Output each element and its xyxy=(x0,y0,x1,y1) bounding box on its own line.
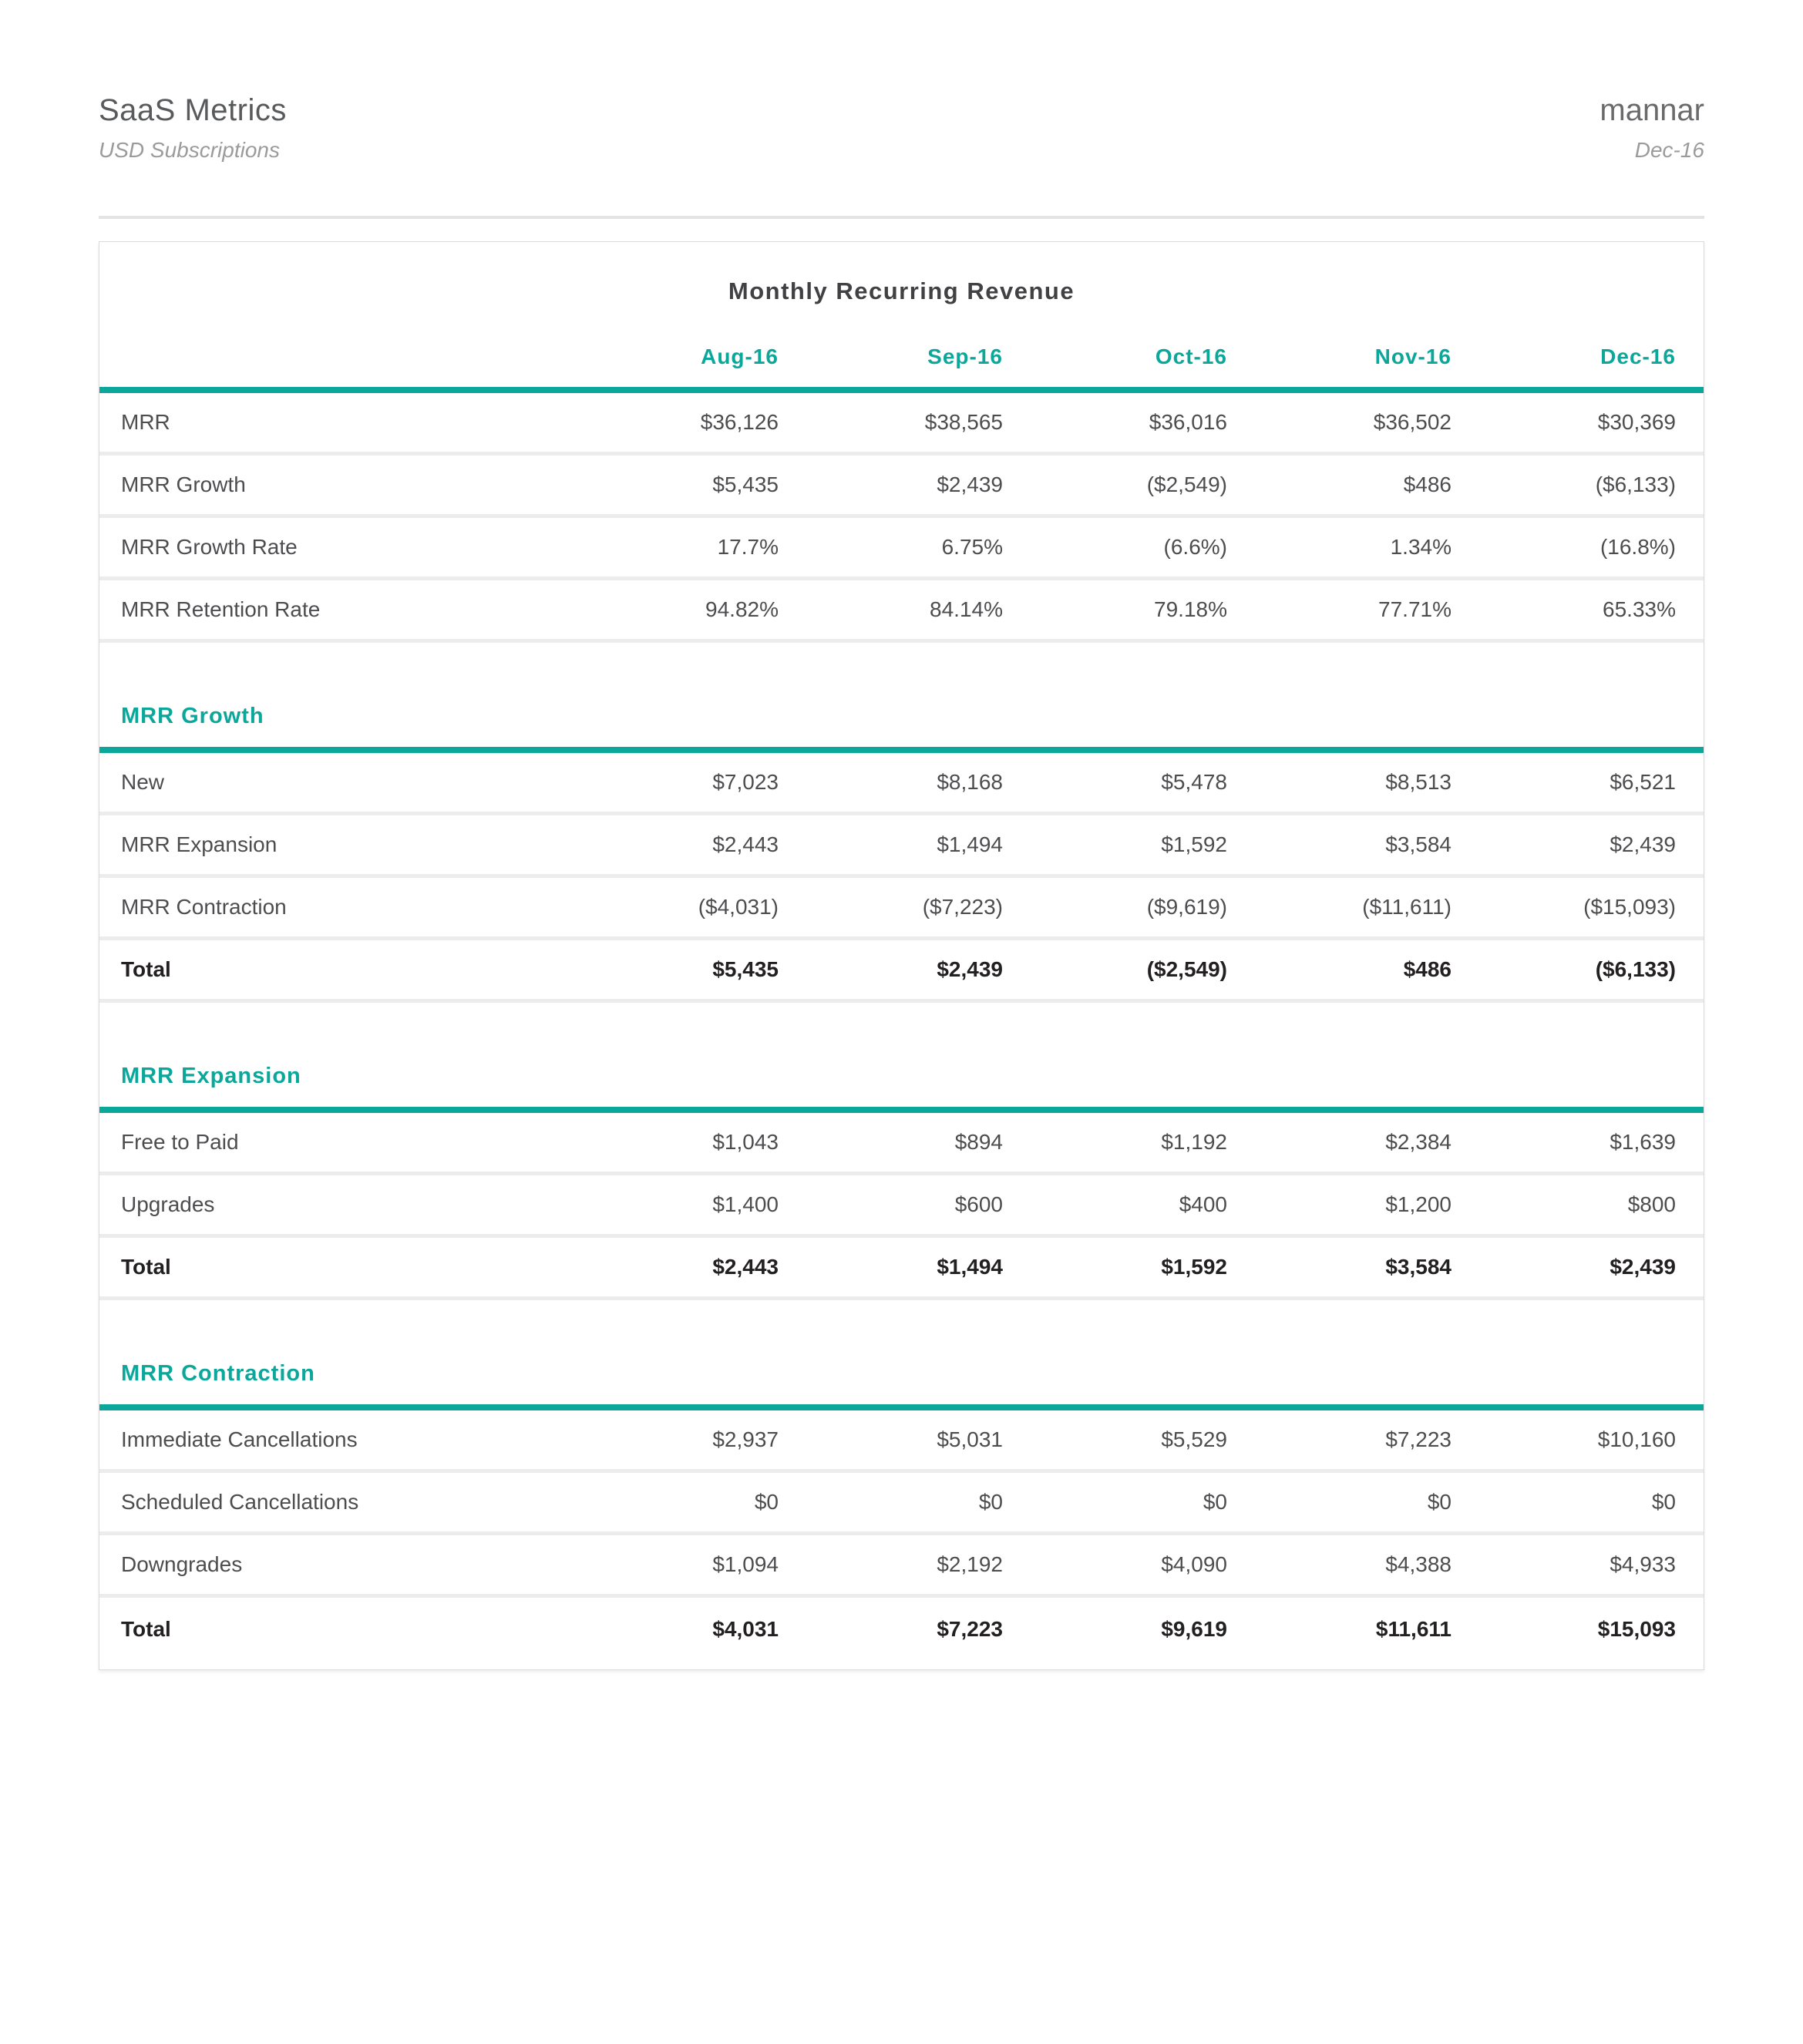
row-label: MRR Growth xyxy=(121,472,246,496)
cell-value: $2,443 xyxy=(712,1255,779,1279)
cell-value: (16.8%) xyxy=(1599,535,1676,559)
row-label: New xyxy=(121,770,165,794)
row-label: MRR xyxy=(121,410,170,434)
cell-value: 77.71% xyxy=(1378,597,1451,621)
page-header-right xyxy=(1599,94,1704,162)
accent-rule xyxy=(99,747,1704,753)
cell-value: ($11,611) xyxy=(1362,895,1451,919)
accent-rule xyxy=(99,1107,1704,1113)
cell-value: ($9,619) xyxy=(1146,895,1227,919)
cell-value: $4,933 xyxy=(1610,1552,1676,1576)
cell-value: $1,592 xyxy=(1161,1255,1227,1279)
cell-value: $30,369 xyxy=(1597,410,1676,434)
cell-value: $1,494 xyxy=(937,1255,1003,1279)
table-section xyxy=(99,1063,1704,1300)
cell-value: $1,639 xyxy=(1610,1130,1676,1154)
page-subtitle: USD Subscriptions xyxy=(99,138,280,162)
page-header-left xyxy=(99,94,287,162)
table-row xyxy=(99,1113,1704,1175)
cell-value: $5,435 xyxy=(712,472,779,496)
mrr-report-card xyxy=(99,241,1704,1670)
table-section xyxy=(99,703,1704,1003)
total-row xyxy=(99,1598,1704,1660)
cell-value: $2,439 xyxy=(937,472,1003,496)
cell-value: $600 xyxy=(954,1192,1003,1216)
cell-value: ($2,549) xyxy=(1146,957,1227,981)
cell-value: $36,126 xyxy=(700,410,779,434)
cell-value: $8,513 xyxy=(1385,770,1451,794)
cell-value: 6.75% xyxy=(941,535,1003,559)
row-label: Immediate Cancellations xyxy=(121,1427,358,1451)
cell-value: $7,023 xyxy=(712,770,779,794)
table-row xyxy=(99,878,1704,940)
cell-value: $3,584 xyxy=(1385,1255,1451,1279)
cell-value: $5,435 xyxy=(712,957,779,981)
cell-value: $4,031 xyxy=(712,1616,779,1641)
row-label: Upgrades xyxy=(121,1192,215,1216)
table-row xyxy=(99,1410,1704,1473)
table-row xyxy=(99,518,1704,580)
cell-value: 84.14% xyxy=(930,597,1003,621)
cell-value: $1,200 xyxy=(1385,1192,1451,1216)
cell-value: $2,439 xyxy=(1610,1255,1676,1279)
cell-value: $1,494 xyxy=(937,832,1003,856)
section-title: MRR Expansion xyxy=(121,1064,301,1088)
cell-value: $2,443 xyxy=(712,832,779,856)
cell-value: ($6,133) xyxy=(1595,472,1676,496)
brand-name: mannar xyxy=(1599,93,1704,127)
row-label: MRR Expansion xyxy=(121,832,278,856)
cell-value: $5,478 xyxy=(1161,770,1227,794)
table-row xyxy=(99,580,1704,643)
cell-value: $9,619 xyxy=(1161,1616,1227,1641)
table-row xyxy=(99,1473,1704,1535)
row-label: Scheduled Cancellations xyxy=(121,1490,359,1514)
month-header-aug: Aug-16 xyxy=(701,345,779,368)
cell-value: ($2,549) xyxy=(1146,472,1227,496)
cell-value: $2,937 xyxy=(712,1427,779,1451)
page-title: SaaS Metrics xyxy=(99,93,287,127)
cell-value: $0 xyxy=(978,1490,1003,1514)
row-label: Total xyxy=(121,957,171,981)
cell-value: $2,439 xyxy=(1610,832,1676,856)
cell-value: $36,016 xyxy=(1149,410,1227,434)
row-label: MRR Growth Rate xyxy=(121,535,298,559)
table-row xyxy=(99,456,1704,518)
cell-value: $36,502 xyxy=(1373,410,1451,434)
cell-value: 79.18% xyxy=(1154,597,1227,621)
cell-value: ($15,093) xyxy=(1583,895,1676,919)
row-label: Downgrades xyxy=(121,1552,243,1576)
cell-value: $2,439 xyxy=(937,957,1003,981)
total-row xyxy=(99,1238,1704,1300)
cell-value: $3,584 xyxy=(1385,832,1451,856)
table-row xyxy=(99,1535,1704,1598)
cell-value: $15,093 xyxy=(1597,1616,1676,1641)
table-row xyxy=(99,815,1704,878)
report-period: Dec-16 xyxy=(1634,138,1704,162)
table-sections xyxy=(99,703,1704,1660)
cell-value: $800 xyxy=(1627,1192,1676,1216)
cell-value: 1.34% xyxy=(1390,535,1451,559)
month-header-row xyxy=(99,341,1704,373)
page-header xyxy=(99,0,1704,162)
table-row xyxy=(99,393,1704,456)
row-label: MRR Retention Rate xyxy=(121,597,321,621)
cell-value: (6.6%) xyxy=(1163,535,1227,559)
cell-value: ($7,223) xyxy=(922,895,1003,919)
cell-value: $10,160 xyxy=(1597,1427,1676,1451)
section-title: MRR Growth xyxy=(121,704,264,728)
cell-value: $0 xyxy=(754,1490,779,1514)
cell-value: $6,521 xyxy=(1610,770,1676,794)
row-label: Total xyxy=(121,1616,171,1641)
cell-value: 17.7% xyxy=(717,535,779,559)
cell-value: $1,094 xyxy=(712,1552,779,1576)
cell-value: $7,223 xyxy=(937,1616,1003,1641)
cell-value: $7,223 xyxy=(1385,1427,1451,1451)
month-header-oct: Oct-16 xyxy=(1155,345,1227,368)
header-divider xyxy=(99,216,1704,219)
month-header-nov: Nov-16 xyxy=(1374,345,1451,368)
cell-value: ($4,031) xyxy=(698,895,779,919)
cell-value: $0 xyxy=(1203,1490,1227,1514)
cell-value: $5,031 xyxy=(937,1427,1003,1451)
summary-rows xyxy=(99,393,1704,643)
cell-value: $486 xyxy=(1403,472,1451,496)
cell-value: $2,384 xyxy=(1385,1130,1451,1154)
table-section xyxy=(99,1360,1704,1660)
cell-value: $1,043 xyxy=(712,1130,779,1154)
cell-value: $2,192 xyxy=(937,1552,1003,1576)
cell-value: $894 xyxy=(954,1130,1003,1154)
month-header-dec: Dec-16 xyxy=(1600,345,1676,368)
section-title: MRR Contraction xyxy=(121,1361,315,1386)
cell-value: $0 xyxy=(1651,1490,1676,1514)
accent-rule xyxy=(99,387,1704,393)
cell-value: 94.82% xyxy=(705,597,779,621)
cell-value: $1,192 xyxy=(1161,1130,1227,1154)
cell-value: $11,611 xyxy=(1375,1616,1451,1641)
cell-value: $8,168 xyxy=(937,770,1003,794)
row-label: Free to Paid xyxy=(121,1130,239,1154)
total-row xyxy=(99,940,1704,1003)
month-header-sep: Sep-16 xyxy=(927,345,1003,368)
accent-rule xyxy=(99,1404,1704,1410)
table-row xyxy=(99,753,1704,815)
card-title: Monthly Recurring Revenue xyxy=(728,277,1075,304)
cell-value: ($6,133) xyxy=(1595,957,1676,981)
row-label: Total xyxy=(121,1255,171,1279)
cell-value: $400 xyxy=(1179,1192,1227,1216)
cell-value: $0 xyxy=(1427,1490,1451,1514)
cell-value: $1,592 xyxy=(1161,832,1227,856)
cell-value: $5,529 xyxy=(1161,1427,1227,1451)
cell-value: $1,400 xyxy=(712,1192,779,1216)
cell-value: $486 xyxy=(1403,957,1451,981)
row-label: MRR Contraction xyxy=(121,895,287,919)
cell-value: $38,565 xyxy=(924,410,1003,434)
cell-value: 65.33% xyxy=(1603,597,1676,621)
cell-value: $4,090 xyxy=(1161,1552,1227,1576)
cell-value: $4,388 xyxy=(1385,1552,1451,1576)
table-row xyxy=(99,1175,1704,1238)
